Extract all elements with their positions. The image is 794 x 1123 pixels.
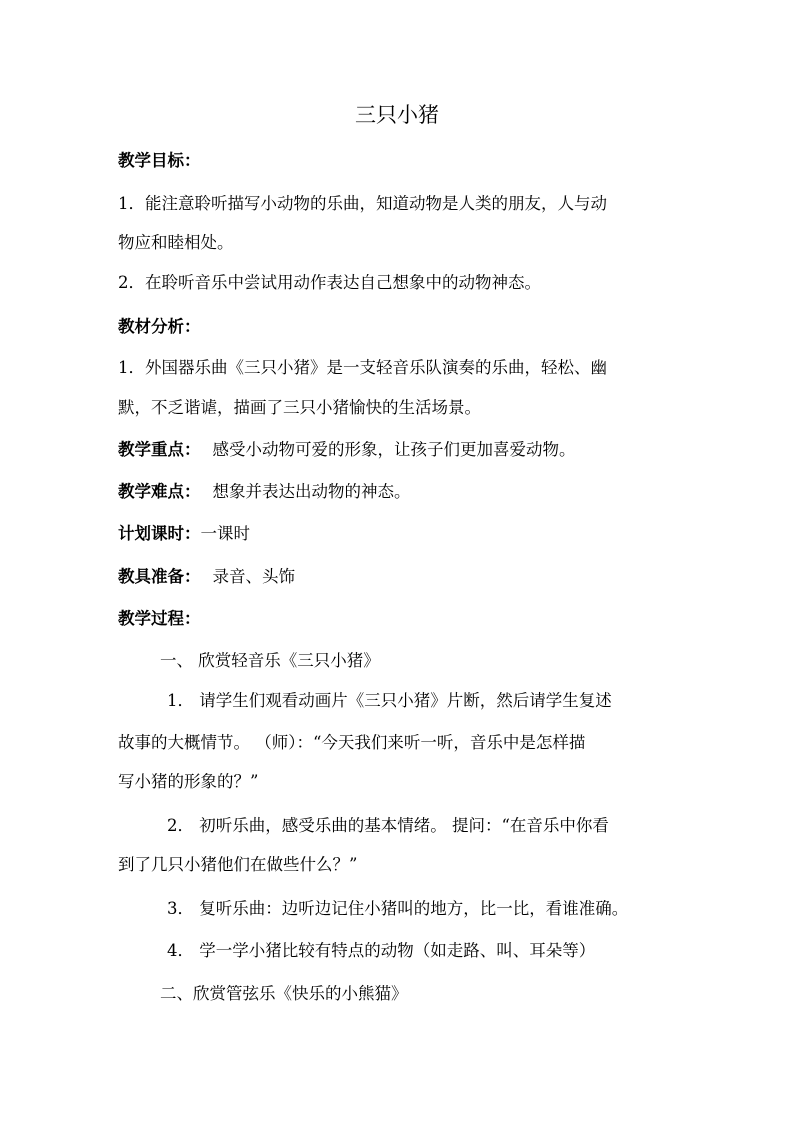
step-4: 4． 学一学小猪比较有特点的动物（如走路、叫、耳朵等） [167, 941, 596, 960]
step-3: 3． 复听乐曲：边听边记住小猪叫的地方，比一比，看谁准确。 [167, 899, 629, 918]
difficulty-row [118, 481, 411, 503]
step-2-line-1: 2． 初听乐曲，感受乐曲的基本情绪。 提问：“在音乐中你看 [167, 816, 609, 835]
schedule-text: 一课时 [200, 524, 250, 543]
process-section-2: 二、欣赏管弦乐《快乐的小熊猫》 [160, 984, 408, 1003]
objective-1-line-1: 1．能注意聆听描写小动物的乐曲，知道动物是人类的朋友，人与动 [118, 194, 607, 213]
process-section-1: 一、 欣赏轻音乐《三只小猪》 [160, 651, 380, 670]
materials-text: 录音、头饰 [212, 567, 295, 586]
key-point-label: 教学重点： [118, 440, 201, 459]
step-1-line-2: 故事的大概情节。 （师）：“今天我们来听一听，音乐中是怎样描 [118, 733, 586, 752]
materials-label: 教具准备： [118, 567, 201, 586]
step-2-line-2: 到了几只小猪他们在做些什么？” [118, 855, 358, 874]
schedule-label: 计划课时： [118, 524, 201, 543]
key-point-text: 感受小动物可爱的形象，让孩子们更加喜爱动物。 [212, 440, 576, 459]
key-point-row [118, 439, 576, 461]
analysis-1-line-2: 默，不乏谐谑，描画了三只小猪愉快的生活场景。 [118, 398, 481, 417]
schedule-row [118, 523, 250, 545]
analysis-1-line-1: 1．外国器乐曲《三只小猪》是一支轻音乐队演奏的乐曲，轻松、幽 [118, 358, 607, 377]
analysis-heading: 教材分析： [118, 317, 201, 336]
materials-row [118, 566, 295, 588]
step-1-line-1: 1． 请学生们观看动画片《三只小猪》片断，然后请学生复述 [167, 691, 612, 710]
difficulty-label: 教学难点： [118, 482, 201, 501]
step-1-line-3: 写小猪的形象的？” [118, 772, 259, 791]
objective-2: 2．在聆听音乐中尝试用动作表达自己想象中的动物神态。 [118, 273, 541, 292]
objectives-heading: 教学目标： [118, 151, 201, 170]
objective-1-line-2: 物应和睦相处。 [118, 233, 234, 252]
process-heading: 教学过程： [118, 609, 201, 628]
page-title: 三只小猪 [355, 103, 439, 127]
difficulty-text: 想象并表达出动物的神态。 [212, 482, 411, 501]
